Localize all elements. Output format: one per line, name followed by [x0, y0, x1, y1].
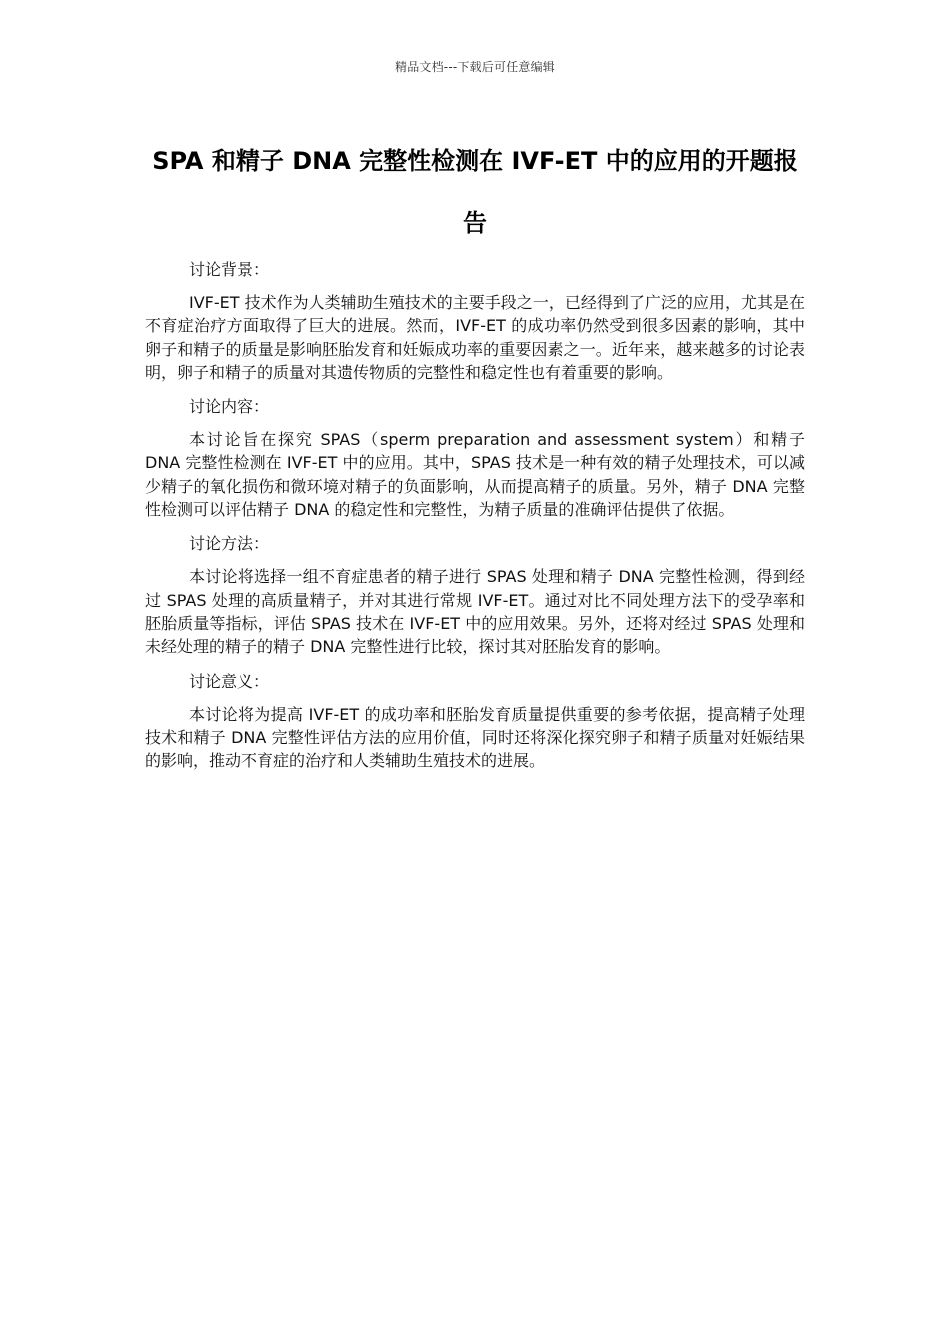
section-paragraph: 本讨论将选择一组不育症患者的精子进行 SPAS 处理和精子 DNA 完整性检测，得到经过 SPAS 处理的高质量精子，并对其进行常规 IVF-ET。通过对比不同处理方法下的受孕率和胚胎质量等指标，评估 SPAS 技术在 IVF-ET 中的应用效果。另外，还将对经过 SPAS 处理和未经处理的精子的精子 DNA 完整性进行比较，探讨其对胚胎发育的影响。 — [145, 567, 805, 657]
section-paragraph: IVF-ET 技术作为人类辅助生殖技术的主要手段之一，已经得到了广泛的应用，尤其是在不育症治疗方面取得了巨大的进展。然而，IVF-ET 的成功率仍然受到很多因素的影响，其中卵子和精子的质量是影响胚胎发育和妊娠成功率的重要因素之一。近年来，越来越多的讨论表明，卵子和精子的质量对其遗传物质的完整性和稳定性也有着重要的影响。 — [145, 293, 805, 382]
section-method — [145, 532, 805, 658]
section-background — [145, 258, 805, 384]
section-paragraph: 本讨论旨在探究 SPAS（sperm preparation and assessment system）和精子 DNA 完整性检测在 IVF-ET 中的应用。其中，SPAS 技术是一种有效的精子处理技术，可以减少精子的氧化损伤和微环境对精子的负面影响，从而提高精子的质量。另外，精子 DNA 完整性检测可以评估精子 DNA 的稳定性和完整性，为精子质量的准确评估提供了依据。 — [145, 430, 805, 520]
header-note: 精品文档---下载后可任意编辑 — [395, 60, 555, 74]
section-heading: 讨论意义： — [189, 671, 270, 691]
document-body — [145, 258, 805, 783]
document-title: SPA 和精子 DNA 完整性检测在 IVF-ET 中的应用的开题报告 — [152, 147, 798, 237]
section-heading: 讨论内容： — [189, 397, 270, 417]
section-heading: 讨论方法： — [189, 534, 270, 554]
section-content — [145, 395, 805, 521]
section-heading: 讨论背景： — [189, 260, 270, 279]
section-significance — [145, 670, 805, 773]
section-paragraph: 本讨论将为提高 IVF-ET 的成功率和胚胎发育质量提供重要的参考依据，提高精子处理技术和精子 DNA 完整性评估方法的应用价值，同时还将深化探究卵子和精子质量对妊娠结果的影响，推动不育症的治疗和人类辅助生殖技术的进展。 — [145, 704, 805, 771]
